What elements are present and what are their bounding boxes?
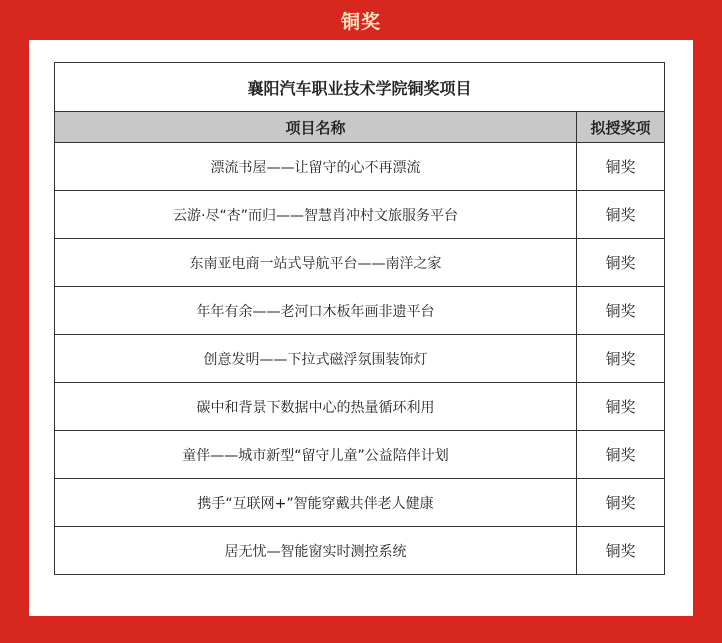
project-name: 年年有余——老河口木板年画非遗平台 bbox=[55, 287, 577, 335]
table-row bbox=[55, 239, 665, 287]
column-header-name: 项目名称 bbox=[55, 112, 577, 143]
award-level: 铜奖 bbox=[577, 335, 665, 383]
table-row bbox=[55, 143, 665, 191]
project-name: 居无忧—智能窗实时测控系统 bbox=[55, 527, 577, 575]
award-level: 铜奖 bbox=[577, 383, 665, 431]
award-level: 铜奖 bbox=[577, 191, 665, 239]
table-row bbox=[55, 191, 665, 239]
table-header-row bbox=[55, 112, 665, 143]
table-title: 襄阳汽车职业技术学院铜奖项目 bbox=[55, 63, 665, 112]
award-level: 铜奖 bbox=[577, 527, 665, 575]
table-row bbox=[55, 383, 665, 431]
award-level: 铜奖 bbox=[577, 287, 665, 335]
content-panel bbox=[29, 40, 693, 616]
banner-title: 铜奖 bbox=[340, 10, 381, 33]
table-title-row bbox=[55, 63, 665, 112]
table-row bbox=[55, 287, 665, 335]
project-name: 童伴——城市新型“留守儿童”公益陪伴计划 bbox=[55, 431, 577, 479]
award-level: 铜奖 bbox=[577, 239, 665, 287]
table-row bbox=[55, 479, 665, 527]
project-name: 携手“互联网+”智能穿戴共伴老人健康 bbox=[55, 479, 577, 527]
project-name: 漂流书屋——让留守的心不再漂流 bbox=[55, 143, 577, 191]
project-name: 东南亚电商一站式导航平台——南洋之家 bbox=[55, 239, 577, 287]
award-level: 铜奖 bbox=[577, 143, 665, 191]
project-name: 碳中和背景下数据中心的热量循环利用 bbox=[55, 383, 577, 431]
project-name: 云游·尽“杏”而归——智慧肖冲村文旅服务平台 bbox=[55, 191, 577, 239]
section-banner bbox=[0, 0, 722, 40]
table-row bbox=[55, 335, 665, 383]
award-level: 铜奖 bbox=[577, 479, 665, 527]
table-row bbox=[55, 527, 665, 575]
column-header-award: 拟授奖项 bbox=[577, 112, 665, 143]
project-name: 创意发明——下拉式磁浮氛围装饰灯 bbox=[55, 335, 577, 383]
awards-table bbox=[54, 62, 665, 575]
award-level: 铜奖 bbox=[577, 431, 665, 479]
table-row bbox=[55, 431, 665, 479]
